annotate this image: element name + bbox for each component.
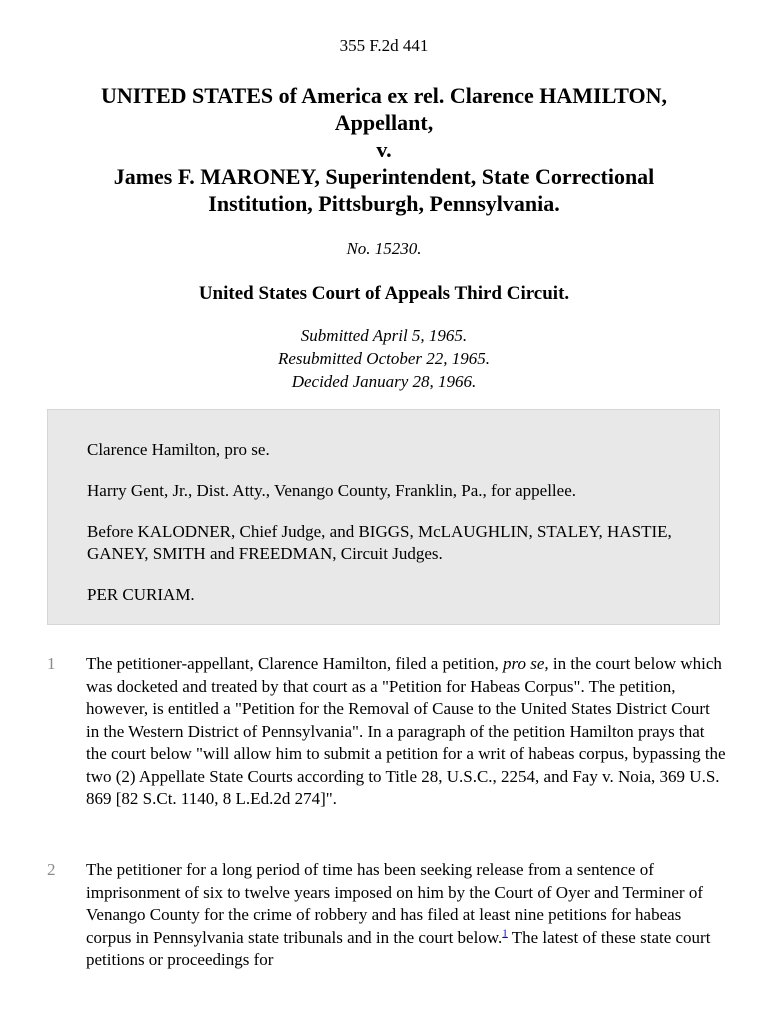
caption-defendant: James F. MARONEY, Superintendent, State Correctional: [113, 164, 655, 189]
paragraph-2: [86, 859, 726, 972]
date-resubmitted: Resubmitted October 22, 1965.: [278, 349, 490, 368]
paragraph-1-italic: pro se,: [502, 654, 549, 673]
date-submitted: Submitted April 5, 1965.: [300, 326, 468, 345]
caption-plaintiff-role: Appellant,: [334, 110, 434, 135]
paragraph-2-text-b: The latest of these state court petitions or proceedings for: [86, 927, 711, 969]
date-decided: Decided January 28, 1966.: [291, 372, 477, 391]
paragraph-1-text-a: The petitioner-appellant, Clarence Hamilton, filed a petition,: [86, 654, 503, 673]
paragraph-2-text-a: The petitioner for a long period of time has been seeking release from a sentence of imprisonment of six to twelve years imposed on him by the Court of Oyer and Terminer of Venango County for the crime of robbery and has filed at least nine petitions for habeas corpus in Pennsylvania state tribunals and in the court below.: [86, 860, 703, 947]
case-caption: [40, 82, 728, 217]
footnote-link-1[interactable]: 1: [502, 926, 508, 939]
paragraph-1-text-b: in the court below which was docketed and treated by that court as a "Petition for Habeas Corpus". The petition, however, is entitled a "Petition for the Removal of Cause to the United States District Court in the Western District of Pennsylvania". In a paragraph of the petition Hamilton prays that the court below "will allow him to submit a petition for a writ of habeas corpus, bypassing the two (2) Appellate State Courts according to Title 28, U.S.C., 2254, and Fay v. Noia, 369 U.S. 869 [82 S.Ct. 1140, 8 L.Ed.2d 274]".: [86, 654, 726, 808]
paragraph-number-1: 1: [47, 654, 56, 673]
counsel-appellant: Clarence Hamilton, pro se.: [87, 440, 270, 459]
counsel-panel: [47, 409, 720, 625]
opinion-type: PER CURIAM.: [87, 585, 195, 604]
caption-plaintiff: UNITED STATES of America ex rel. Clarence HAMILTON,: [100, 83, 668, 108]
caption-versus: v.: [376, 137, 392, 162]
counsel-appellee: Harry Gent, Jr., Dist. Atty., Venango County, Franklin, Pa., for appellee.: [87, 481, 576, 500]
caption-defendant-cont: Institution, Pittsburgh, Pennsylvania.: [208, 191, 560, 216]
docket-number: No. 15230.: [346, 239, 422, 258]
case-citation: 355 F.2d 441: [339, 36, 429, 55]
paragraph-1: [86, 653, 726, 811]
court-name: United States Court of Appeals Third Circuit.: [198, 283, 570, 304]
case-dates: [0, 324, 768, 393]
bench-judges: Before KALODNER, Chief Judge, and BIGGS, McLAUGHLIN, STALEY, HASTIE, GANEY, SMITH and FREEDMAN, Circuit Judges.: [87, 522, 672, 563]
paragraph-number-2: 2: [47, 860, 56, 879]
